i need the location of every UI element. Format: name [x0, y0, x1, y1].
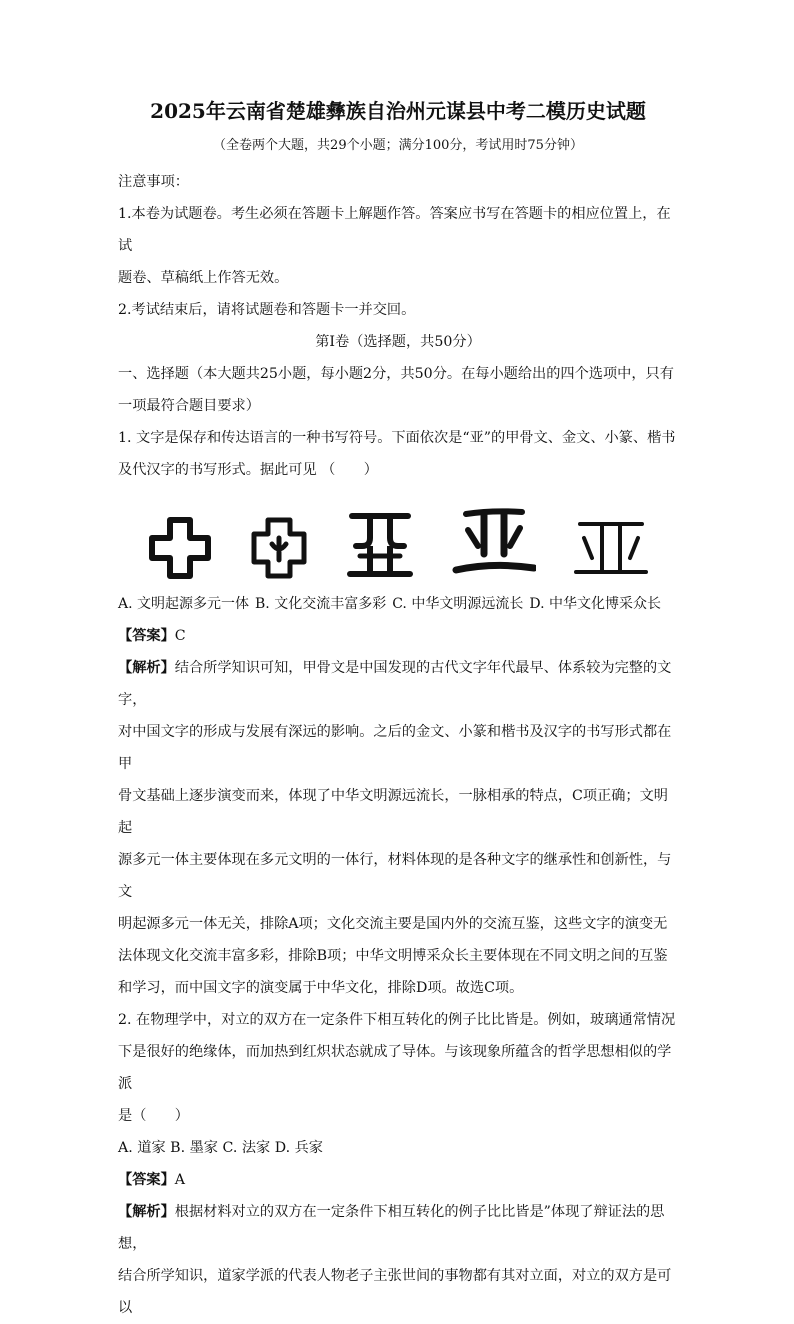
q2-stem-line-2: 下是很好的绝缘体，而加热到红炽状态就成了导体。与该现象所蕴含的哲学思想相似的学派 [118, 1044, 672, 1092]
modern-ya-icon [574, 518, 648, 580]
q1-option-c: C. 中华文明源远流长 [392, 596, 524, 612]
q2-answer [118, 1164, 678, 1196]
q1-options [118, 588, 678, 620]
q1-analysis-label: 【解析】 [118, 660, 175, 676]
notice-1-line-1: 1.本卷为试题卷。考生必须在答题卡上解题作答。答案应书写在答题卡的相应位置上，在试 [118, 206, 671, 254]
q2-answer-value: A [174, 1172, 186, 1188]
q1-stem-line-1: 1. 文字是保存和传达语言的一种书写符号。下面依次是“亚”的甲骨文、金文、小篆、楷书 [118, 430, 676, 446]
page-title: 2025年云南省楚雄彝族自治州元谋县中考二模历史试题 [150, 99, 646, 123]
q1-answer-value: C [174, 628, 186, 644]
q1-option-b: B. 文化交流丰富多彩 [255, 596, 387, 612]
q1-option-d: D. 中华文化博采众长 [529, 596, 661, 612]
notice-2: 2.考试结束后，请将试题卷和答题卡一并交回。 [118, 302, 416, 318]
q2-stem-line-3: 是（ ） [118, 1108, 189, 1124]
q1-stem-line-2: 及代汉字的书写形式。据此可见 （ ） [118, 462, 378, 478]
q1-analysis-line-3: 骨文基础上逐步演变而来，体现了中华文明源远流长，一脉相承的特点，C项正确；文明起 [118, 788, 668, 836]
q1-analysis-line-6: 法体现文化交流丰富多彩，排除B项；中华文明博采众长主要体现在不同文明之间的互鉴 [118, 948, 668, 964]
ya-evolution-figure [148, 494, 648, 580]
part-one-line-1: 一、选择题（本大题共25小题，每小题2分，共50分。在每小题给出的四个选项中，只有 [118, 366, 674, 382]
q1-analysis-line-4: 源多元一体主要体现在多元文明的一体行，材料体现的是各种文字的继承性和创新性，与文 [118, 852, 672, 900]
q1-analysis-line-2: 对中国文字的形成与发展有深远的影响。之后的金文、小篆和楷书及汉字的书写形式都在甲 [118, 724, 672, 772]
exam-info: （全卷两个大题，共29个小题；满分100分，考试用时75分钟） [213, 138, 583, 153]
regular-ya-icon [452, 506, 536, 580]
q1-answer [118, 620, 678, 652]
q1-analysis-line-1 [118, 652, 678, 716]
notice-1-line-2: 题卷、草稿纸上作答无效。 [118, 270, 289, 286]
bronze-ya-icon [250, 516, 308, 580]
document-body [118, 96, 678, 1324]
notice-heading: 注意事项： [118, 174, 189, 190]
q2-analysis-line-1 [118, 1196, 678, 1260]
q2-stem-line-1: 2. 在物理学中，对立的双方在一定条件下相互转化的例子比比皆是。例如，玻璃通常情况 [118, 1012, 676, 1028]
q1-answer-label: 【答案】 [118, 628, 175, 644]
part-one-line-2: 一项最符合题目要求） [118, 398, 260, 414]
section-title: 第Ⅰ卷（选择题，共50分） [315, 334, 481, 350]
seal-ya-icon [346, 508, 414, 580]
q1-analysis-line-5: 明起源多元一体无关，排除A项；文化交流主要是国内外的交流互鉴，这些文字的演变无 [118, 916, 668, 932]
q2-options: A. 道家 B. 墨家 C. 法家 D. 兵家 [118, 1140, 323, 1156]
q1-option-a: A. 文明起源多元一体 [118, 596, 250, 612]
q2-analysis-line-2: 结合所学知识，道家学派的代表人物老子主张世间的事物都有其对立面，对立的双方是可以 [118, 1268, 672, 1316]
q2-answer-label: 【答案】 [118, 1172, 175, 1188]
q2-analysis-text-1: 根据材料对立的双方在一定条件下相互转化的例子比比皆是”体现了辩证法的思想， [118, 1204, 665, 1252]
oracle-bone-ya-icon [148, 516, 212, 580]
q1-analysis-text-1: 结合所学知识可知，甲骨文是中国发现的古代文字年代最早、体系较为完整的文字， [118, 660, 672, 708]
q2-analysis-label: 【解析】 [118, 1204, 175, 1220]
q1-analysis-line-7: 和学习，而中国文字的演变属于中华文化，排除D项。故选C项。 [118, 980, 524, 996]
